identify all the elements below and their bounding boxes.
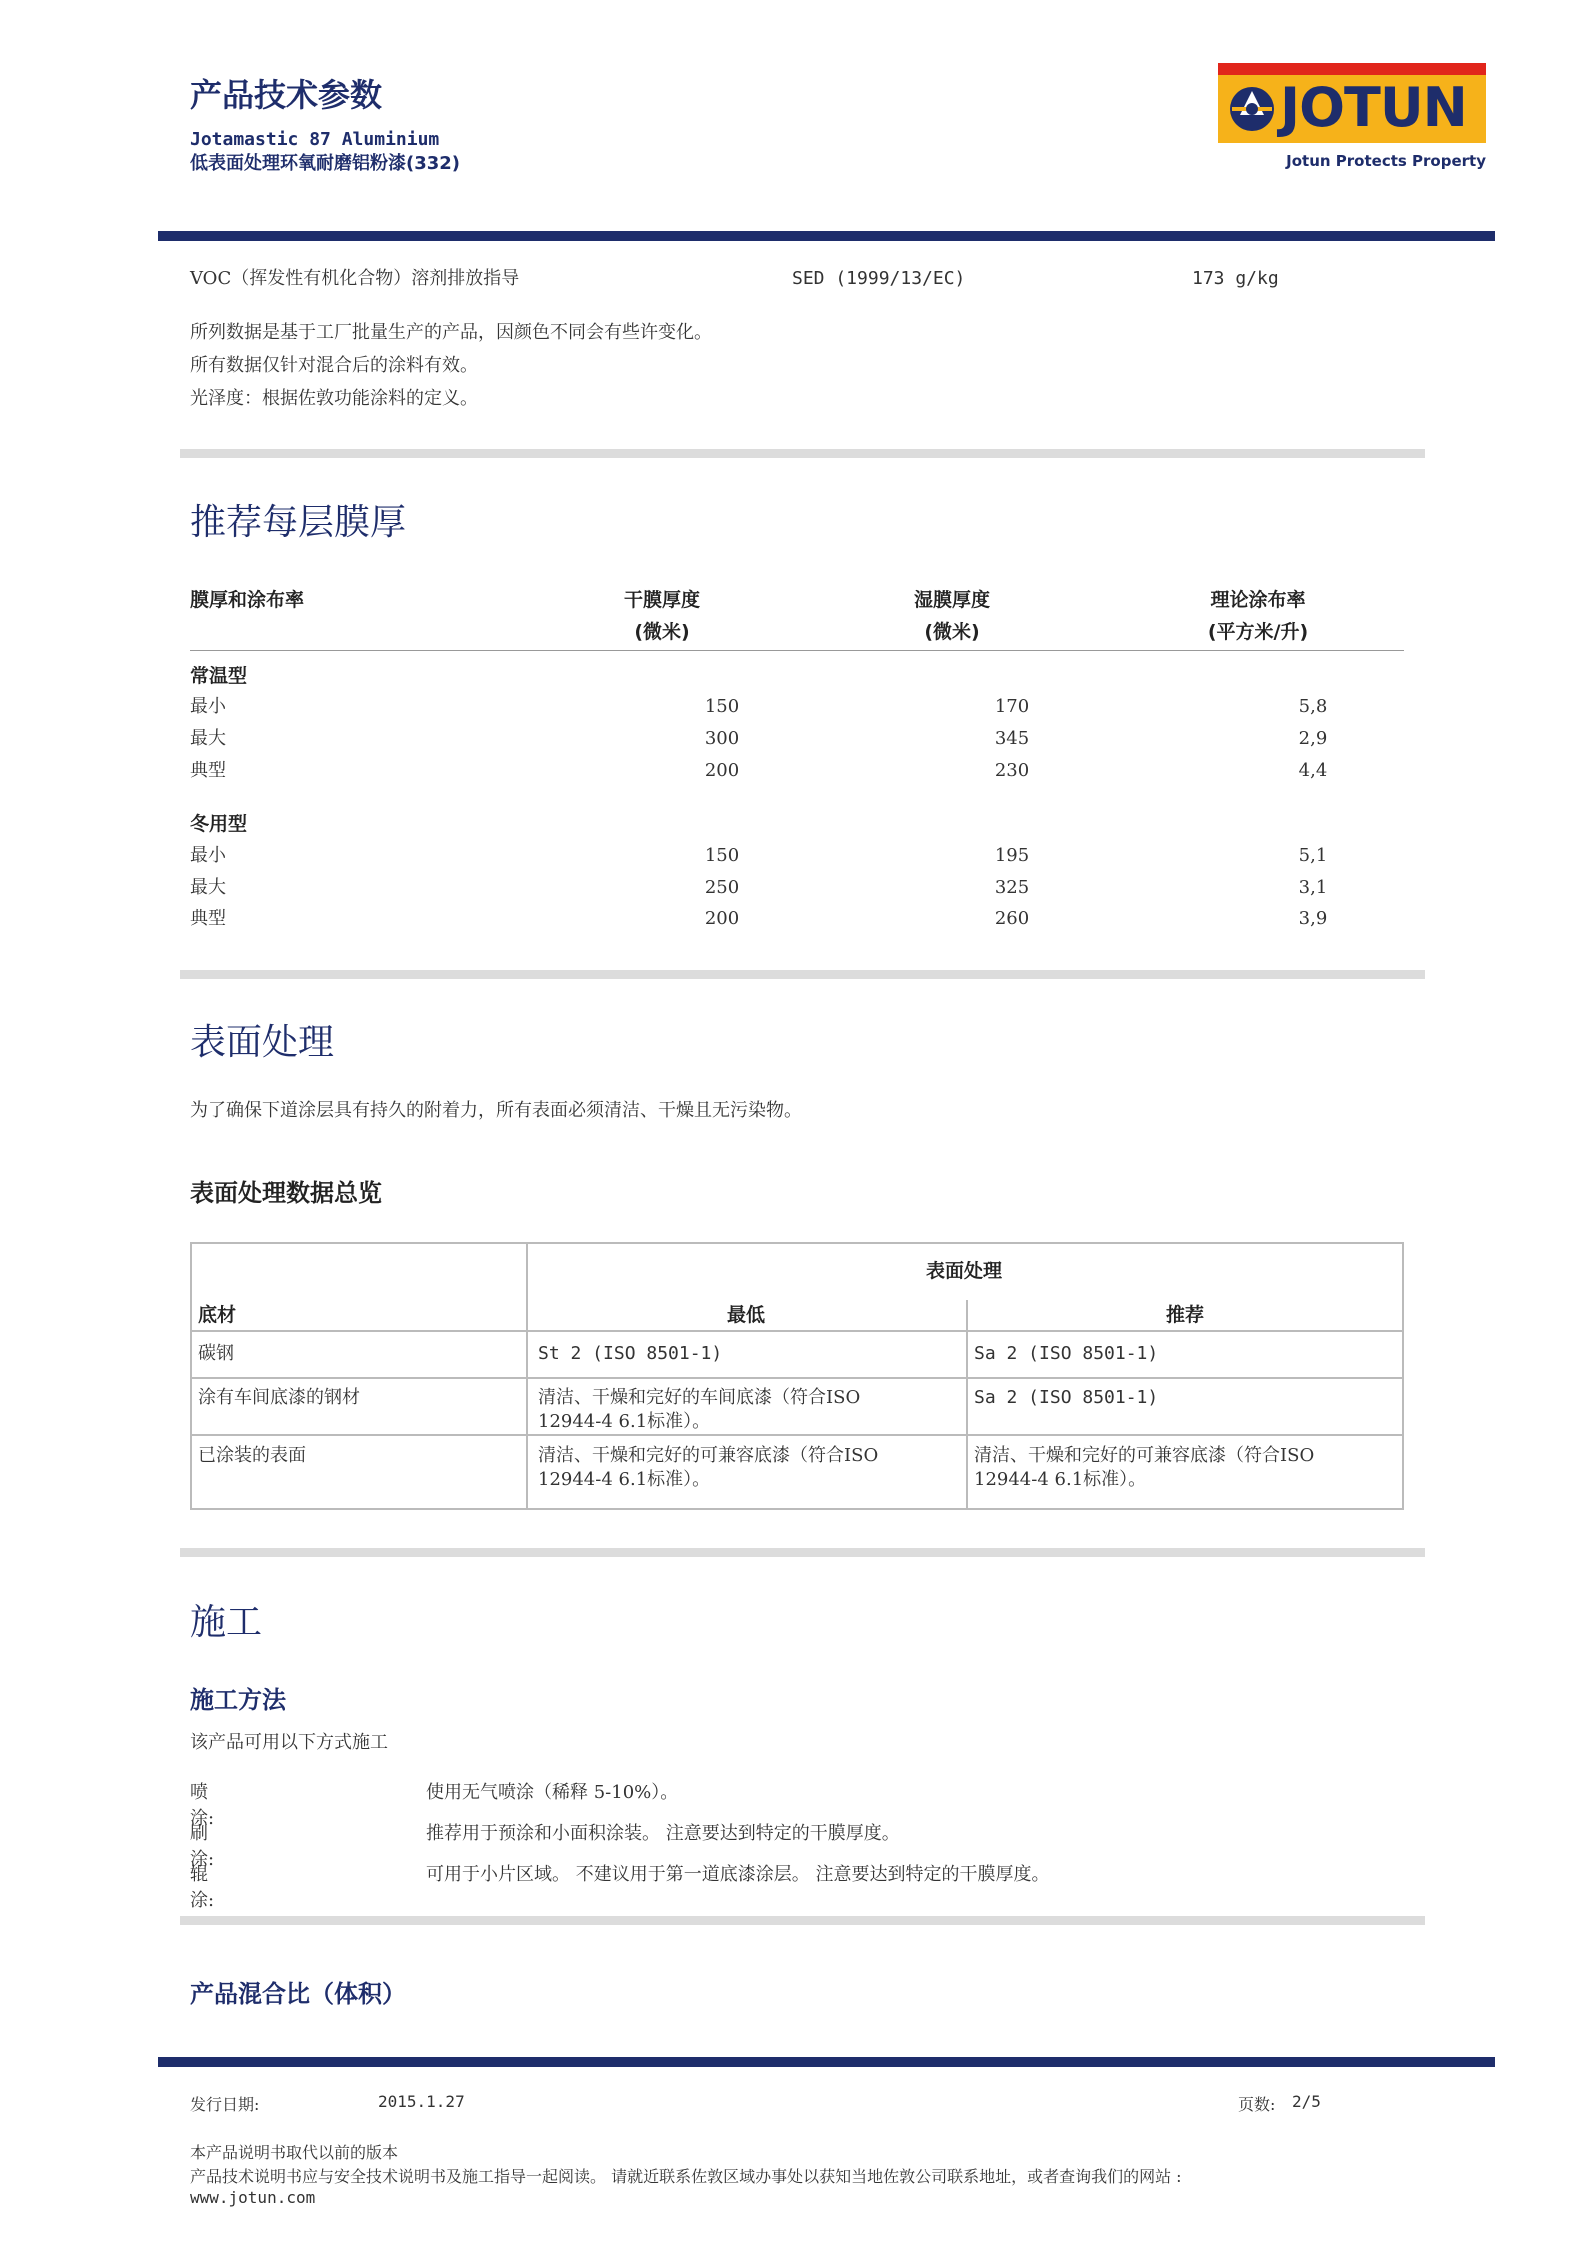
- film-header-rate: [1163, 584, 1353, 648]
- row-wft: 170: [994, 696, 1030, 717]
- method-value: 可用于小片区域。 不建议用于第一道底漆涂层。 注意要达到特定的干膜厚度。: [426, 1864, 1050, 1885]
- jotun-emblem-icon: [1226, 79, 1278, 137]
- film-header-dft: [597, 584, 727, 648]
- row-dft: 150: [704, 696, 740, 717]
- section-divider: [180, 1916, 1425, 1925]
- row-label: 典型: [190, 760, 226, 781]
- section-divider: [180, 1548, 1425, 1557]
- row-wft: 325: [994, 877, 1030, 898]
- film-header-rate-line1: 理论涂布率: [1210, 589, 1306, 611]
- surface-substrate: 涂有车间底漆的钢材: [198, 1387, 360, 1408]
- surface-min: [538, 1386, 860, 1434]
- surface-intro: 为了确保下道涂层具有持久的附着力，所有表面必须清洁、干燥且无污染物。: [190, 1100, 802, 1121]
- logo-red-stripe: [1218, 63, 1486, 75]
- row-rate: 3,9: [1298, 908, 1328, 929]
- row-label: 最小: [190, 696, 226, 717]
- section-title-film: 推荐每层膜厚: [190, 502, 407, 543]
- film-header-wft-line2: (微米): [924, 621, 980, 643]
- row-rate: 5,1: [1298, 845, 1328, 866]
- surface-min-line1: 清洁、干燥和完好的车间底漆（符合ISO: [538, 1387, 861, 1408]
- section-title-application: 施工: [190, 1602, 263, 1643]
- surface-min-line2: 12944-4 6.1标准）。: [538, 1469, 711, 1490]
- table-row: [190, 872, 1404, 904]
- surface-rec: Sa 2 (ISO 8501-1): [974, 1343, 1159, 1364]
- surface-col-min: 最低: [726, 1304, 765, 1326]
- row-dft: 150: [704, 845, 740, 866]
- section-title-surface: 表面处理: [190, 1022, 335, 1063]
- header-divider: [158, 231, 1495, 241]
- film-header-rate-line2: (平方米/升): [1207, 621, 1309, 643]
- section-divider: [180, 449, 1425, 458]
- surface-substrate: 已涂装的表面: [198, 1445, 306, 1466]
- film-group-title: 常温型: [190, 665, 248, 687]
- table-divider: [192, 1377, 1402, 1379]
- film-header-dft-line1: 干膜厚度: [623, 589, 700, 611]
- surface-substrate: 碳钢: [198, 1343, 234, 1364]
- row-wft: 195: [994, 845, 1030, 866]
- row-label: 最大: [190, 728, 226, 749]
- application-method-title: 施工方法: [190, 1686, 286, 1714]
- film-group-title: 冬用型: [190, 813, 248, 835]
- page-number: 2/5: [1292, 2092, 1321, 2111]
- voc-value: 173 g/kg: [1192, 268, 1279, 289]
- surface-col-rec: 推荐: [1165, 1304, 1204, 1326]
- surface-min-line1: 清洁、干燥和完好的可兼容底漆（符合ISO: [538, 1445, 879, 1466]
- surface-rec: [974, 1444, 1314, 1492]
- product-name-en: Jotamastic 87 Aluminium: [190, 129, 440, 150]
- film-header-rule: [190, 650, 1404, 651]
- jotun-logo: [1218, 63, 1486, 143]
- surface-rec-line1: 清洁、干燥和完好的可兼容底漆（符合ISO: [974, 1445, 1315, 1466]
- surface-min: [538, 1444, 878, 1492]
- row-wft: 345: [994, 728, 1030, 749]
- table-row: [190, 691, 1404, 723]
- row-rate: 2,9: [1298, 728, 1328, 749]
- film-header-label: 膜厚和涂布率: [190, 589, 305, 611]
- row-rate: 5,8: [1298, 696, 1328, 717]
- method-label: 喷涂:: [190, 1782, 215, 1829]
- footer-supersede-note: 本产品说明书取代以前的版本: [190, 2143, 399, 2162]
- row-wft: 230: [994, 760, 1030, 781]
- page-label: 页数:: [1238, 2095, 1276, 2114]
- issue-date-label: 发行日期:: [190, 2095, 260, 2114]
- surface-rec-line2: 12944-4 6.1标准）。: [974, 1469, 1147, 1490]
- table-divider: [192, 1330, 1402, 1332]
- row-dft: 200: [704, 908, 740, 929]
- row-rate: 3,1: [1298, 877, 1328, 898]
- mixing-title: 产品混合比（体积）: [190, 1980, 406, 2008]
- method-value: 推荐用于预涂和小面积涂装。 注意要达到特定的干膜厚度。: [426, 1823, 900, 1844]
- row-dft: 250: [704, 877, 740, 898]
- surface-summary-title: 表面处理数据总览: [190, 1179, 382, 1207]
- surface-min-line2: 12944-4 6.1标准）。: [538, 1411, 711, 1432]
- method-label: 刷涂:: [190, 1823, 215, 1870]
- table-row: [190, 723, 1404, 755]
- row-dft: 300: [704, 728, 740, 749]
- surface-col-substrate: 底材: [198, 1304, 237, 1326]
- method-value: 使用无气喷涂（稀释 5-10%）。: [426, 1782, 679, 1803]
- section-divider: [180, 970, 1425, 979]
- table-row: [190, 840, 1404, 872]
- voc-label: VOC（挥发性有机化合物）溶剂排放指导: [190, 268, 520, 289]
- surface-min: St 2 (ISO 8501-1): [538, 1343, 723, 1364]
- voc-standard: SED (1999/13/EC): [792, 268, 966, 289]
- table-divider: [526, 1244, 528, 1508]
- row-label: 最大: [190, 877, 226, 898]
- row-label: 最小: [190, 845, 226, 866]
- row-dft: 200: [704, 760, 740, 781]
- method-label: 辊涂:: [190, 1864, 215, 1911]
- note-item: 所列数据是基于工厂批量生产的产品，因颜色不同会有些许变化。: [190, 322, 712, 343]
- note-item: 光泽度：根据佐敦功能涂料的定义。: [190, 388, 478, 409]
- surface-rec: Sa 2 (ISO 8501-1): [974, 1387, 1159, 1408]
- application-intro: 该产品可用以下方式施工: [190, 1732, 388, 1753]
- footer-divider: [158, 2057, 1495, 2067]
- film-header-wft: [887, 584, 1017, 648]
- surface-group-header: 表面处理: [925, 1260, 1002, 1282]
- note-item: 所有数据仅针对混合后的涂料有效。: [190, 355, 478, 376]
- surface-table: [190, 1242, 1404, 1510]
- footer-reading-note: 产品技术说明书应与安全技术说明书及施工指导一起阅读。 请就近联系佐敦区域办事处以获知当地佐敦公司联系地址，或者查询我们的网站 :: [190, 2167, 1182, 2186]
- logo-tagline: Jotun Protects Property: [1286, 152, 1486, 170]
- table-divider: [192, 1434, 1402, 1436]
- issue-date: 2015.1.27: [378, 2092, 465, 2111]
- product-name: [190, 128, 460, 176]
- document-title: 产品技术参数: [190, 76, 383, 114]
- row-rate: 4,4: [1298, 760, 1328, 781]
- film-header-wft-line1: 湿膜厚度: [913, 589, 990, 611]
- row-label: 典型: [190, 908, 226, 929]
- table-row: [190, 903, 1404, 935]
- footer-website: www.jotun.com: [190, 2188, 316, 2207]
- table-row: [190, 755, 1404, 787]
- row-wft: 260: [994, 908, 1030, 929]
- film-header-dft-line2: (微米): [634, 621, 690, 643]
- product-name-cn: 低表面处理环氧耐磨铝粉漆(332): [190, 153, 461, 174]
- logo-wordmark: JOTUN: [1280, 76, 1467, 139]
- note-list: [190, 316, 712, 415]
